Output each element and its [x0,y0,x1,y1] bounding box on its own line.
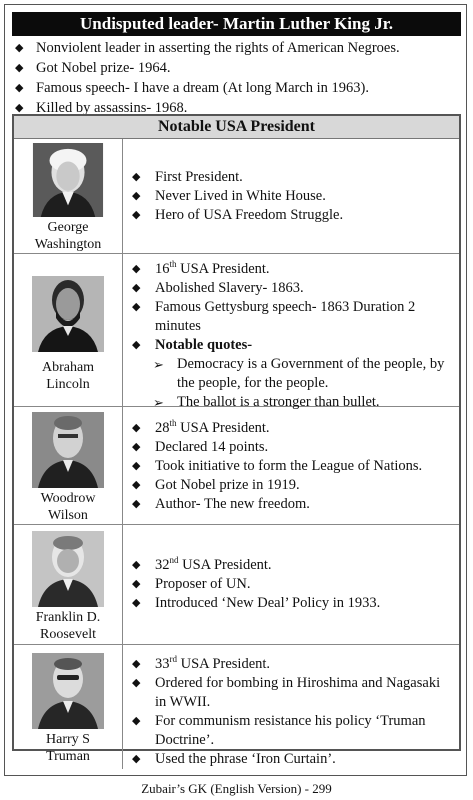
president-name: George Washington [34,220,102,252]
table-row-wilson [14,407,459,525]
roosevelt-portrait-icon [32,531,104,607]
diamond-bullet-icon: ◆ [132,208,141,221]
list-item: ◆ Notable quotes- [132,337,253,353]
quote-item: ➢ Democracy is a Government of the people, by the people, for the people. [153,356,445,391]
diamond-bullet-icon: ◆ [15,62,24,74]
quote-item: ➢ The ballot is a stronger than bullet. [153,394,380,410]
list-item: ◆ First President. [132,168,243,185]
list-item: ◆ 16th USA President. [132,259,270,277]
list-item: ◆ Abolished Slavery- 1863. [132,280,304,296]
list-item: ◆ Got Nobel prize in 1919. [132,477,300,493]
diamond-bullet-icon: ◆ [132,170,141,183]
table-row-lincoln [14,254,459,410]
diamond-bullet-icon: ◆ [15,42,24,54]
diamond-bullet-icon: ◆ [132,677,141,689]
list-item: ◆ 32nd USA President. [132,555,272,573]
diamond-bullet-icon: ◆ [15,82,24,94]
portrait-cell [14,525,123,644]
lincoln-portrait-icon [32,271,104,357]
list-item: ◆ Never Lived in White House. [132,187,326,204]
washington-portrait-icon [32,143,104,217]
portrait-cell [14,407,123,524]
mlk-points-list [8,38,463,118]
list-item: ◆ 28th USA President. [132,418,270,436]
diamond-bullet-icon: ◆ [132,441,141,453]
list-item: ◆ Famous speech- I have a dream (At long March in 1963). [15,80,369,96]
diamond-bullet-icon: ◆ [132,578,141,590]
diamond-bullet-icon: ◆ [132,498,141,510]
table-row-roosevelt [14,525,459,645]
info-cell [123,139,459,253]
president-name: Abraham Lincoln [41,360,95,392]
list-item: ◆ For communism resistance his policy ‘Truman Doctrine’. [132,713,426,748]
portrait-cell [14,254,123,406]
info-cell [123,407,459,524]
diamond-bullet-icon: ◆ [132,339,141,351]
portrait-cell [14,139,123,253]
list-item: ◆ Author- The new freedom. [132,496,310,512]
info-cell [123,254,459,410]
table-row-washington [14,139,459,254]
list-item: ◆ 33rd USA President. [132,654,271,672]
list-item: ◆ Used the phrase ‘Iron Curtain’. [132,751,336,767]
diamond-bullet-icon: ◆ [132,658,141,670]
list-item: ◆ Hero of USA Freedom Struggle. [132,206,344,223]
diamond-bullet-icon: ◆ [132,460,141,472]
table-row-truman [14,645,459,769]
diamond-bullet-icon: ◆ [132,282,141,294]
diamond-bullet-icon: ◆ [132,559,141,571]
page-footer: Zubair’s GK (English Version) - 299 [141,781,332,796]
list-item: ◆ Declared 14 points. [132,439,269,455]
presidents-table [12,114,461,767]
diamond-bullet-icon: ◆ [132,715,141,727]
list-item: ◆ Introduced ‘New Deal’ Policy in 1933. [132,595,381,611]
diamond-bullet-icon: ◆ [132,422,141,434]
list-item: ◆ Took initiative to form the League of Nations. [132,458,423,474]
diamond-bullet-icon: ◆ [15,102,24,114]
president-name: Harry S Truman [46,732,90,764]
list-item: ◆ Ordered for bombing in Hiroshima and Nagasaki in WWII. [132,675,441,710]
list-item: ◆ Got Nobel prize- 1964. [15,60,171,76]
diamond-bullet-icon: ◆ [132,263,141,275]
diamond-bullet-icon: ◆ [132,597,141,609]
truman-portrait-icon [32,653,104,729]
president-name: Woodrow Wilson [40,490,96,523]
diamond-bullet-icon: ◆ [132,479,141,491]
table-heading: Notable USA President [14,116,459,139]
arrow-bullet-icon: ➢ [153,357,164,372]
info-cell [123,525,459,644]
arrow-bullet-icon: ➢ [153,395,164,410]
wilson-portrait-icon [32,412,104,488]
portrait-cell [14,645,123,769]
diamond-bullet-icon: ◆ [132,753,141,765]
info-cell [123,645,459,769]
page-title: Undisputed leader- Martin Luther King Jr. [12,12,461,36]
list-item: ◆ Nonviolent leader in asserting the rights of American Negroes. [15,40,400,56]
diamond-bullet-icon: ◆ [132,189,141,202]
list-item: ◆ Killed by assassins- 1968. [15,100,188,116]
diamond-bullet-icon: ◆ [132,301,141,313]
president-name: Franklin D. Roosevelt [35,609,101,642]
list-item: ◆ Famous Gettysburg speech- 1863 Duration 2 minutes [132,299,416,334]
list-item: ◆ Proposer of UN. [132,576,251,592]
